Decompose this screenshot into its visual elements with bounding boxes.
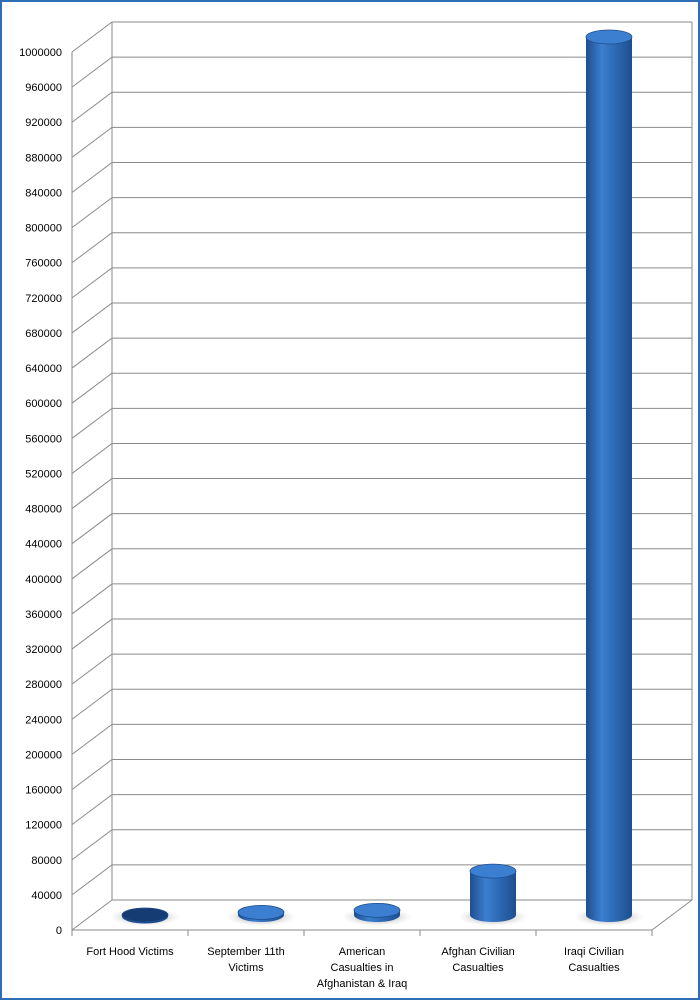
x-category-label: Fort Hood Victims xyxy=(86,946,174,958)
y-tick-label: 720000 xyxy=(25,292,62,305)
y-tick-label: 120000 xyxy=(25,819,62,832)
y-tick-label: 800000 xyxy=(25,222,62,235)
x-category-labels xyxy=(86,946,624,990)
bar-top xyxy=(586,30,632,44)
y-tick-label: 360000 xyxy=(25,608,62,621)
bar xyxy=(458,864,528,926)
x-category-label: September 11th Victims xyxy=(207,946,285,974)
y-tick-label: 440000 xyxy=(25,538,62,551)
y-tick-label: 160000 xyxy=(25,784,62,797)
y-tick-label: 600000 xyxy=(25,398,62,411)
bar-body xyxy=(586,37,632,922)
y-tick-label: 400000 xyxy=(25,573,62,586)
y-tick-label: 960000 xyxy=(25,82,62,95)
bar-top xyxy=(238,905,284,919)
bar xyxy=(110,908,180,926)
y-tick-label: 760000 xyxy=(25,257,62,270)
y-tick-label: 1000000 xyxy=(19,47,62,59)
x-category-label: Afghan Civilian Casualties xyxy=(441,946,515,974)
bar xyxy=(342,903,412,926)
y-tick-label: 0 xyxy=(55,925,62,937)
bars xyxy=(110,30,644,926)
y-tick-label: 200000 xyxy=(25,749,62,762)
bar xyxy=(226,905,296,926)
bar-top xyxy=(470,864,516,878)
y-tick-label: 840000 xyxy=(25,187,62,200)
y-tick-label: 320000 xyxy=(25,644,62,657)
bar-top xyxy=(122,908,168,922)
y-tick-label: 80000 xyxy=(31,854,62,867)
y-tick-label: 920000 xyxy=(25,117,62,130)
bar-body xyxy=(470,871,516,922)
y-tick-label: 280000 xyxy=(25,679,62,692)
bar xyxy=(574,30,644,926)
y-tick-labels xyxy=(19,47,62,937)
y-tick-label: 640000 xyxy=(25,363,62,376)
y-tick-label: 680000 xyxy=(25,327,62,340)
floor-right-edge xyxy=(652,900,692,930)
y-tick-label: 240000 xyxy=(25,714,62,727)
y-tick-label: 880000 xyxy=(25,152,62,165)
bar-top xyxy=(354,903,400,917)
x-category-label: Iraqi Civilian Casualties xyxy=(564,946,624,974)
y-tick-label: 40000 xyxy=(31,889,62,902)
y-tick-label: 520000 xyxy=(25,468,62,481)
x-category-label: American Casualties in Afghanistan & Iraq xyxy=(316,946,408,990)
y-tick-label: 480000 xyxy=(25,503,62,516)
y-tick-label: 560000 xyxy=(25,433,62,446)
